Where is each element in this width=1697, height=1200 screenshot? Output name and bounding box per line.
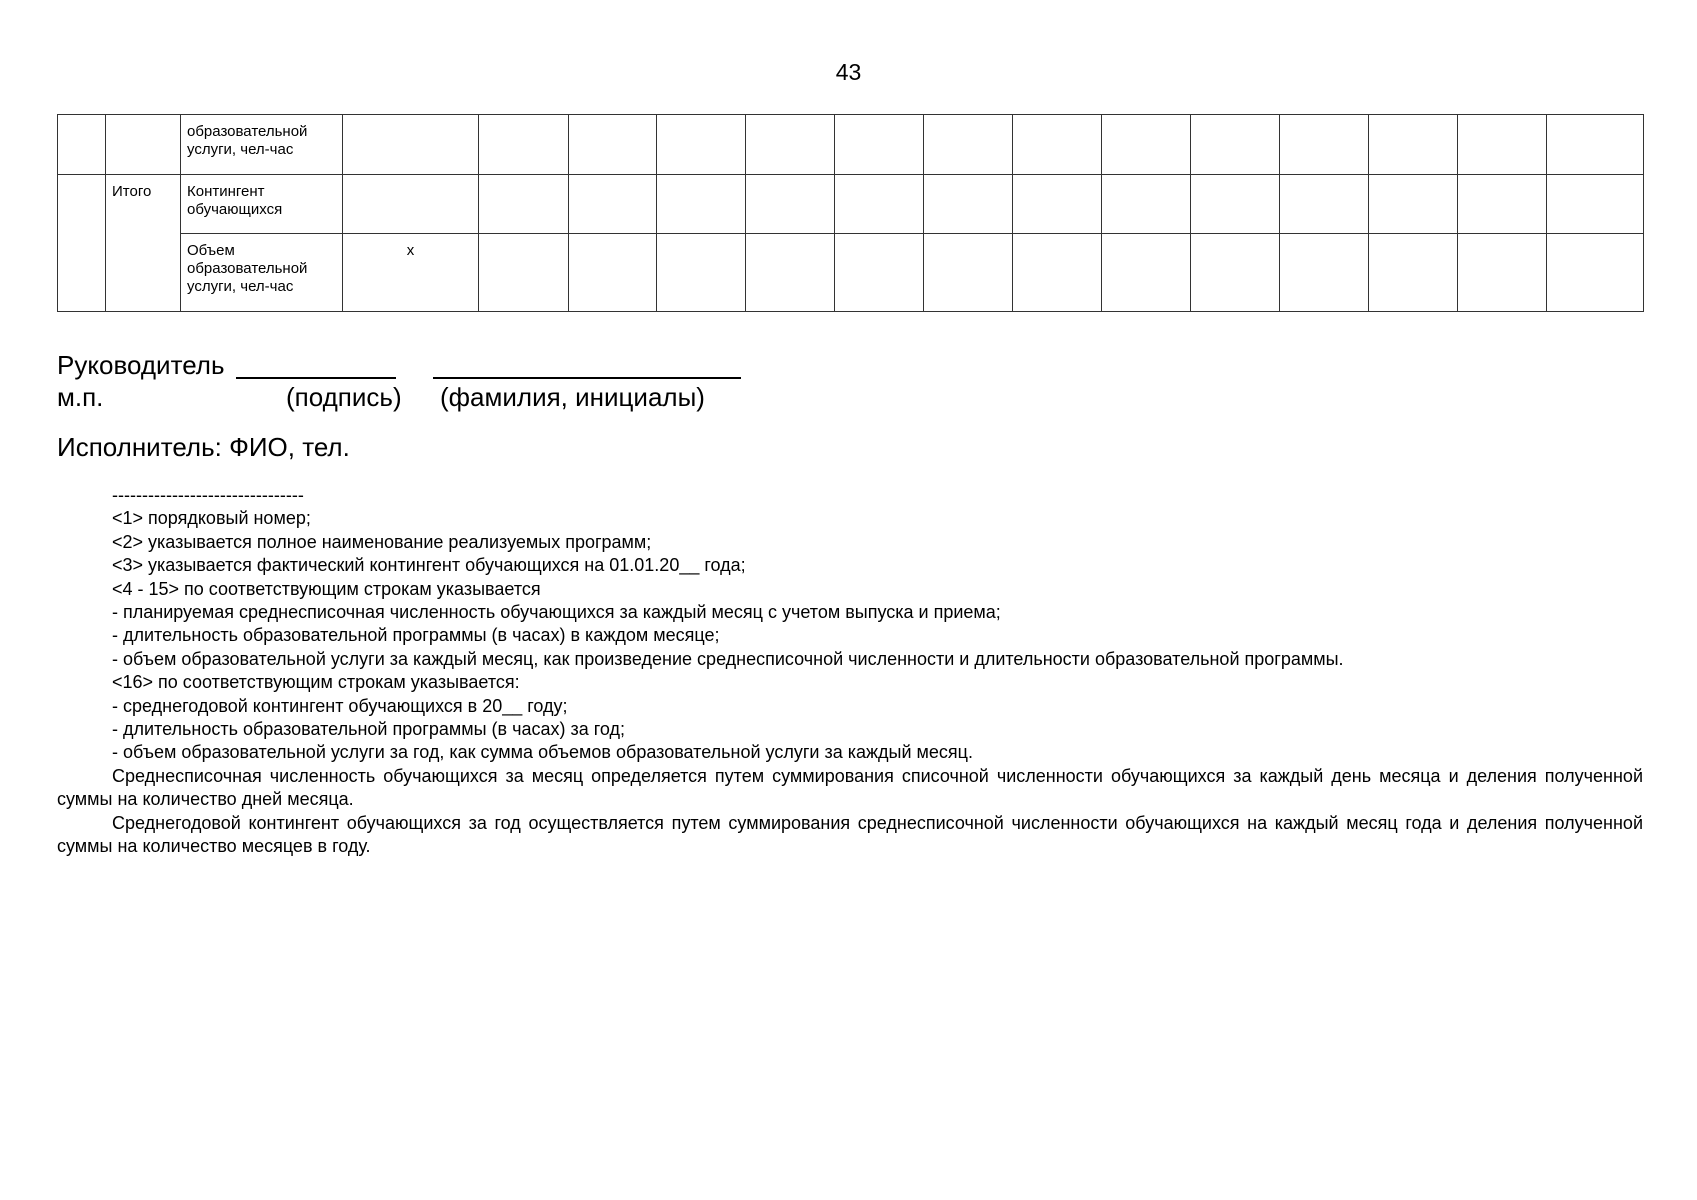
footnote-line: <4 - 15> по соответствующим строкам указывается bbox=[112, 578, 541, 599]
table-cell bbox=[1458, 115, 1547, 175]
signature-caption: (подпись) bbox=[286, 382, 402, 412]
table-cell bbox=[1191, 234, 1280, 312]
footnote-paragraph: Среднесписочная численность обучающихся за месяц определяется путем суммирования списочной численности обучающихся за каждый день месяца и деления полученной суммы на количество дней месяца. bbox=[57, 765, 1643, 810]
table-cell bbox=[1013, 175, 1102, 234]
head-label: Руководитель bbox=[57, 350, 225, 380]
table-cell bbox=[657, 115, 746, 175]
signature-block bbox=[57, 350, 857, 414]
table-cell bbox=[1191, 175, 1280, 234]
table-cell bbox=[1280, 115, 1369, 175]
table-cell bbox=[657, 175, 746, 234]
table-cell bbox=[1280, 175, 1369, 234]
table-cell bbox=[1280, 234, 1369, 312]
footnote-line: - среднегодовой контингент обучающихся в 20__ году; bbox=[112, 695, 568, 716]
table-cell bbox=[835, 175, 924, 234]
head-signature-line bbox=[57, 350, 857, 382]
footnote-line: <2> указывается полное наименование реализуемых программ; bbox=[112, 531, 652, 552]
footnote-separator: -------------------------------- bbox=[112, 485, 304, 505]
table-cell bbox=[106, 115, 181, 175]
table-cell bbox=[924, 175, 1013, 234]
footnote-line: - длительность образовательной программы (в часах) за год; bbox=[112, 719, 626, 740]
table-cell: Объем образовательной услуги, чел-час bbox=[181, 234, 343, 312]
table-cell bbox=[1547, 234, 1644, 312]
table-cell bbox=[746, 175, 835, 234]
table-cell bbox=[657, 234, 746, 312]
table-row bbox=[58, 115, 1644, 175]
table-cell bbox=[479, 234, 569, 312]
table-cell bbox=[746, 234, 835, 312]
table-cell bbox=[1102, 115, 1191, 175]
footnote-line: <16> по соответствующим строкам указывается: bbox=[112, 672, 520, 693]
signature-underline bbox=[236, 377, 396, 379]
table-cell: Контингент обучающихся bbox=[181, 175, 343, 234]
footnotes bbox=[57, 484, 1643, 859]
table-cell bbox=[1369, 234, 1458, 312]
footnote-line: - объем образовательной услуги за год, как сумма объемов образовательной услуги за каждый месяц. bbox=[112, 742, 973, 763]
table-cell bbox=[1191, 115, 1280, 175]
table-cell bbox=[924, 115, 1013, 175]
table-cell bbox=[1369, 175, 1458, 234]
table-cell bbox=[1013, 234, 1102, 312]
table-cell bbox=[58, 115, 106, 175]
table-cell bbox=[58, 175, 106, 312]
footnote-line: - объем образовательной услуги за каждый месяц, как произведение среднесписочной численности и длительности образовательной программы. bbox=[112, 648, 1344, 669]
table-cell bbox=[924, 234, 1013, 312]
footnote-line: <3> указывается фактический контингент обучающихся на 01.01.20__ года; bbox=[112, 555, 746, 576]
executor-line: Исполнитель: ФИО, тел. bbox=[57, 432, 350, 462]
caption-line bbox=[57, 382, 857, 414]
table-row bbox=[58, 175, 1644, 234]
footnote-line: - планируемая среднесписочная численность обучающихся за каждый месяц с учетом выпуска и приема; bbox=[112, 602, 1001, 623]
data-table bbox=[57, 114, 1644, 312]
name-underline bbox=[433, 377, 741, 379]
table-row bbox=[58, 234, 1644, 312]
table-cell: образовательной услуги, чел-час bbox=[181, 115, 343, 175]
table-cell bbox=[569, 115, 657, 175]
footnote-paragraph: Среднегодовой контингент обучающихся за год осуществляется путем суммирования среднесписочной численности обучающихся на каждый месяц года и деления полученной суммы на количество месяцев в году. bbox=[57, 812, 1643, 857]
table-cell bbox=[569, 234, 657, 312]
stamp-label: м.п. bbox=[57, 382, 104, 412]
table-cell bbox=[1102, 234, 1191, 312]
table-cell bbox=[343, 175, 479, 234]
table-cell bbox=[1547, 175, 1644, 234]
table-cell bbox=[1547, 115, 1644, 175]
table-cell bbox=[479, 115, 569, 175]
table-cell-total: Итого bbox=[106, 175, 181, 312]
table-cell bbox=[1458, 175, 1547, 234]
table-cell bbox=[479, 175, 569, 234]
table-cell bbox=[343, 115, 479, 175]
footnote-line: - длительность образовательной программы (в часах) в каждом месяце; bbox=[112, 625, 720, 646]
page-number: 43 bbox=[835, 59, 862, 85]
table-cell bbox=[1013, 115, 1102, 175]
table-cell bbox=[1458, 234, 1547, 312]
footnote-line: <1> порядковый номер; bbox=[112, 508, 311, 529]
name-caption: (фамилия, инициалы) bbox=[440, 382, 705, 412]
table-cell bbox=[1369, 115, 1458, 175]
table-cell bbox=[1102, 175, 1191, 234]
table-cell bbox=[746, 115, 835, 175]
table-cell bbox=[569, 175, 657, 234]
table-cell: x bbox=[343, 234, 479, 312]
table-cell bbox=[835, 234, 924, 312]
table-cell bbox=[835, 115, 924, 175]
